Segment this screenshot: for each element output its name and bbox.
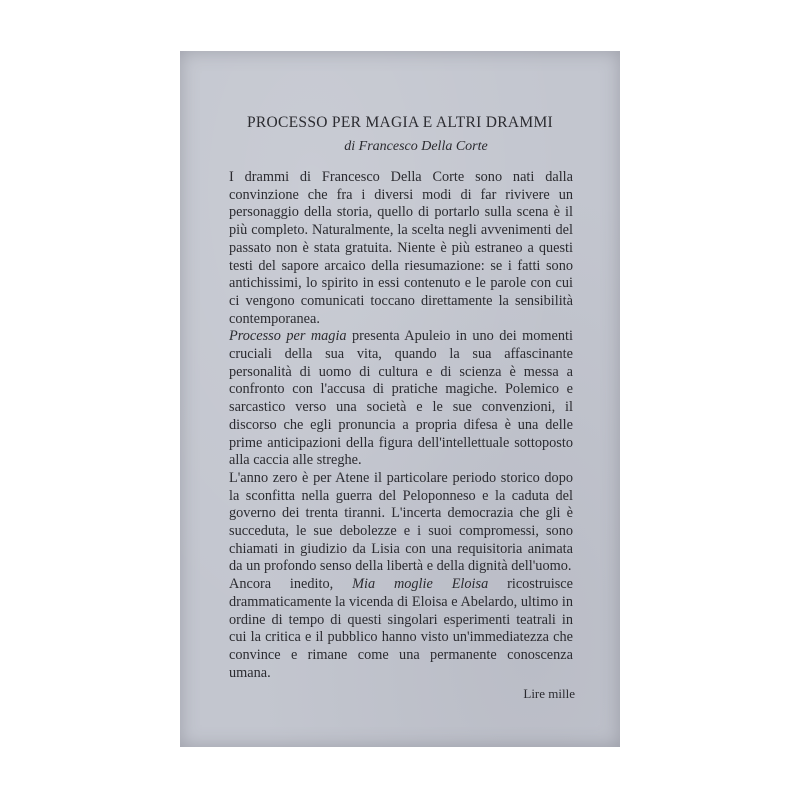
- blurb-sentence: presenta Apuleio in uno dei momenti cruciali della sua vita, quando la sua affascinante personalità di uomo di cultura e di scienza è messa a confronto con l'accusa di pratiche magiche. Polemico e sarcastico verso una società e le sue convenzioni, il discorso che egli pronuncia a propria difesa è una delle prime anticipazioni della figura dell'intellettuale sottoposto alla caccia alle streghe.: [229, 328, 573, 469]
- price-label: Lire mille: [523, 686, 575, 701]
- play-title: Mia moglie Eloisa: [352, 576, 489, 593]
- blurb-sentence: ricostruisce drammaticamente la vicenda di Eloisa e Abelardo, ultimo in ordine di tempo di questi singolari esperimenti teatrali in cui la critica e il pubblico hanno visto un'immediatezza che convince e rimane come una permanente conoscenza umana.: [229, 576, 573, 681]
- blurb-paragraph: I drammi di Francesco Della Corte sono nati dalla convinzione che fra i diversi modi di far rivivere un personaggio della storia, quello di portarlo sulla scena è il più completo. Naturalmente, la scelta negli avvenimenti del passato non è stata gratuita. Niente è più estraneo a questi testi del sapore arcaico della riesumazione: se i fatti sono antichissimi, lo spirito in essi contenuto e le parole con cui ci vengono comunicati toccano direttamente la sensibilità contemporanea.: [229, 169, 573, 327]
- blurb-paragraph: L'anno zero è per Atene il particolare periodo storico dopo la sconfitta nella guerra del Peloponneso e la caduta del governo dei trenta tiranni. L'incerta democrazia che gli è succeduta, le sue debolezze e i suoi compromessi, sono chiamati in giudizio da Lisia con una requisitoria animata da un profondo senso della libertà e della dignità dell'uomo.: [229, 469, 573, 575]
- book-back-cover: [180, 51, 620, 747]
- blurb-sentence: Ancora inedito,: [229, 576, 353, 593]
- blurb-text: [229, 169, 573, 682]
- play-title: Processo per magia: [229, 328, 347, 345]
- book-author: di Francesco Della Corte: [344, 139, 488, 154]
- book-title: PROCESSO PER MAGIA E ALTRI DRAMMI: [246, 114, 554, 131]
- blurb-paragraph: [229, 576, 573, 682]
- blurb-paragraph: [229, 328, 573, 470]
